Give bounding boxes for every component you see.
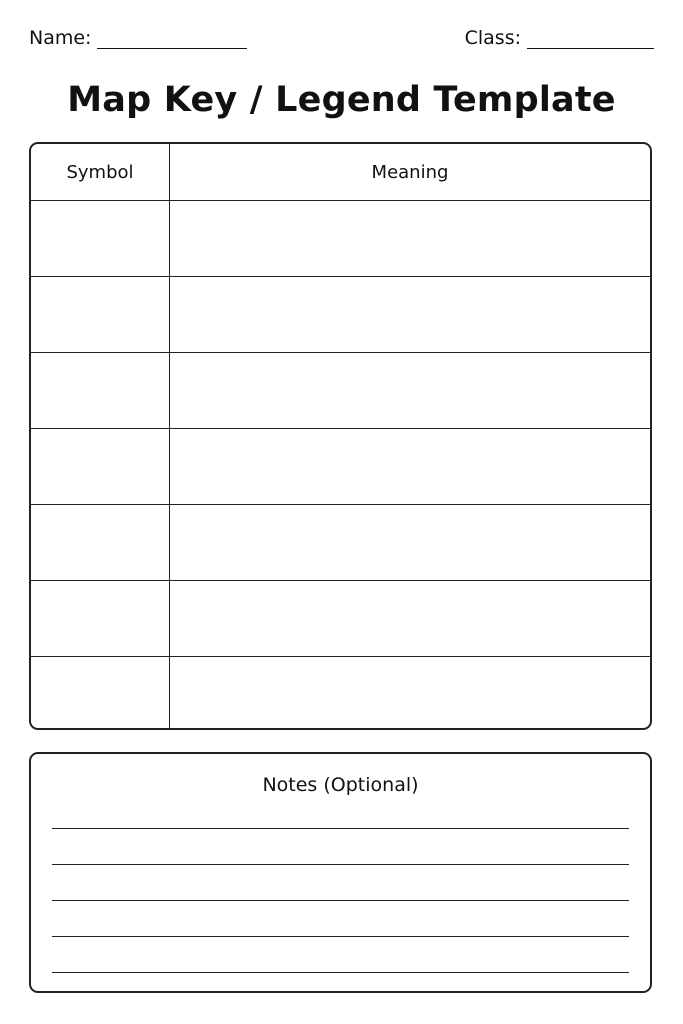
name-label: Name: — [29, 27, 92, 49]
meaning-column-header: Meaning — [371, 161, 449, 183]
meaning-cell[interactable] — [170, 505, 650, 580]
name-field — [29, 27, 247, 49]
symbol-cell[interactable] — [31, 429, 170, 504]
table-row — [31, 581, 650, 657]
table-row — [31, 353, 650, 429]
notes-line[interactable] — [52, 900, 629, 901]
notes-box — [29, 752, 652, 993]
header-row — [29, 27, 654, 51]
class-field — [465, 27, 654, 49]
symbol-cell[interactable] — [31, 657, 170, 730]
meaning-cell[interactable] — [170, 277, 650, 352]
page-title: Map Key / Legend Template — [67, 80, 616, 120]
table-row — [31, 429, 650, 505]
table-row — [31, 505, 650, 581]
meaning-cell[interactable] — [170, 581, 650, 656]
meaning-cell[interactable] — [170, 429, 650, 504]
notes-line[interactable] — [52, 972, 629, 973]
symbol-cell[interactable] — [31, 353, 170, 428]
notes-line[interactable] — [52, 828, 629, 829]
name-input-line[interactable] — [97, 30, 247, 49]
notes-line[interactable] — [52, 936, 629, 937]
legend-table — [29, 142, 652, 730]
meaning-cell[interactable] — [170, 353, 650, 428]
table-row — [31, 201, 650, 277]
symbol-column-header: Symbol — [31, 144, 170, 200]
class-label: Class: — [464, 27, 521, 49]
meaning-cell[interactable] — [170, 657, 650, 730]
meaning-cell[interactable] — [170, 201, 650, 276]
symbol-cell[interactable] — [31, 505, 170, 580]
symbol-cell[interactable] — [31, 581, 170, 656]
symbol-cell[interactable] — [31, 277, 170, 352]
table-header-row — [31, 144, 650, 201]
symbol-cell[interactable] — [31, 201, 170, 276]
notes-title: Notes (Optional) — [262, 774, 419, 796]
table-row — [31, 657, 650, 730]
class-input-line[interactable] — [527, 30, 654, 49]
notes-line[interactable] — [52, 864, 629, 865]
table-row — [31, 277, 650, 353]
